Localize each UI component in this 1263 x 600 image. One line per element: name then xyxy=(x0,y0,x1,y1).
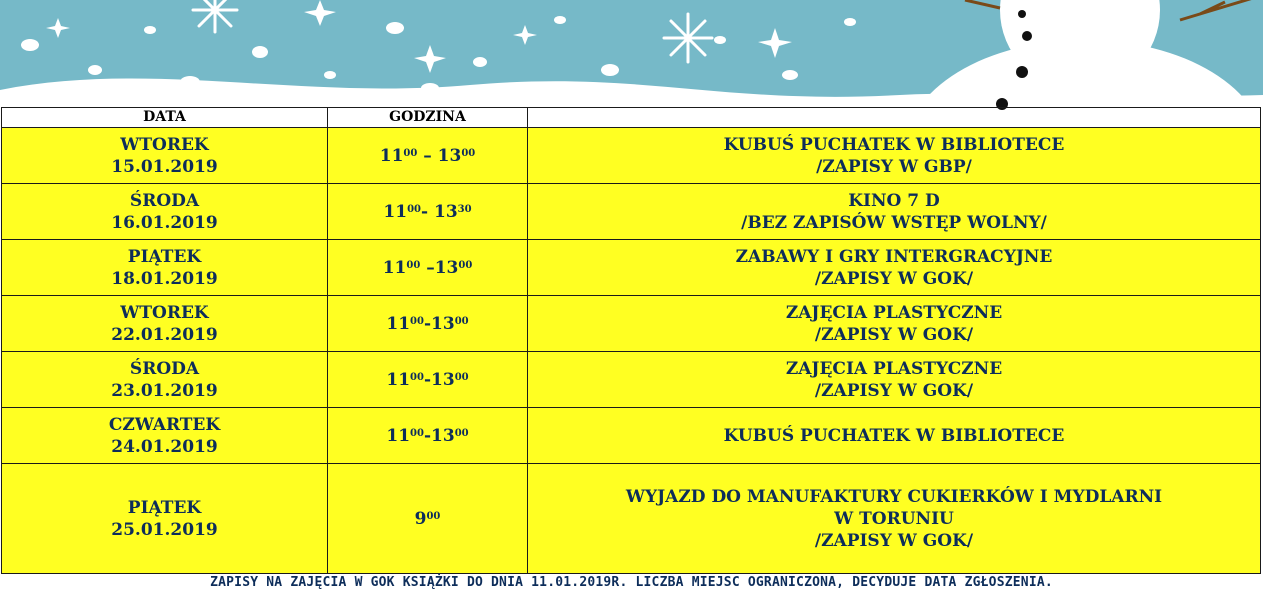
date: 25.01.2019 xyxy=(111,519,218,540)
event-column-header xyxy=(528,108,1261,128)
time-start-minutes: 00 xyxy=(410,427,424,439)
date-cell xyxy=(2,464,328,574)
event-line: /BEZ ZAPISÓW WSTĘP WOLNY/ xyxy=(741,212,1047,233)
date: 16.01.2019 xyxy=(111,212,218,233)
time-end-minutes: 00 xyxy=(454,427,469,439)
time-start: 11 xyxy=(382,257,407,278)
weekday: ŚRODA xyxy=(129,358,200,379)
time-separator: - xyxy=(423,313,432,334)
time-end: 13 xyxy=(431,313,455,334)
table-row xyxy=(2,184,1261,240)
time-end-minutes: 00 xyxy=(454,315,469,327)
time-end-minutes: 30 xyxy=(457,203,472,215)
time-start-minutes: 00 xyxy=(403,147,418,159)
event-cell xyxy=(528,240,1261,296)
event-line: KUBUŚ PUCHATEK W BIBLIOTECE xyxy=(723,134,1065,155)
table-header-row xyxy=(2,108,1261,128)
date-cell xyxy=(2,408,328,464)
event-line: /ZAPISY W GOK/ xyxy=(814,268,974,289)
table-row xyxy=(2,240,1261,296)
time-end: 13 xyxy=(431,369,455,390)
event-line: /ZAPISY W GOK/ xyxy=(814,530,974,551)
date: 15.01.2019 xyxy=(111,156,218,177)
date: 24.01.2019 xyxy=(111,436,218,457)
time-column-header: GODZINA xyxy=(328,108,528,128)
time-cell xyxy=(328,240,528,296)
date: 23.01.2019 xyxy=(111,380,218,401)
date-column-header: DATA xyxy=(2,108,328,128)
event-cell xyxy=(528,464,1261,574)
table-row xyxy=(2,128,1261,184)
table-row xyxy=(2,408,1261,464)
date: 22.01.2019 xyxy=(111,324,218,345)
event-cell xyxy=(528,128,1261,184)
date-cell xyxy=(2,128,328,184)
time-cell xyxy=(328,296,528,352)
time-end-minutes: 00 xyxy=(454,371,469,383)
time-cell xyxy=(328,352,528,408)
time-start: 11 xyxy=(386,425,411,446)
event-line: ZAJĘCIA PLASTYCZNE xyxy=(785,302,1003,323)
time-cell xyxy=(328,184,528,240)
time-separator: - xyxy=(423,369,432,390)
date-cell xyxy=(2,352,328,408)
event-line: KUBUŚ PUCHATEK W BIBLIOTECE xyxy=(723,425,1065,446)
time-separator: - xyxy=(421,201,434,222)
weekday: WTOREK xyxy=(120,302,209,323)
event-line: ZAJĘCIA PLASTYCZNE xyxy=(785,358,1003,379)
time-cell xyxy=(328,464,528,574)
time-start: 11 xyxy=(386,369,411,390)
weekday: PIĄTEK xyxy=(127,246,202,267)
time-end-minutes: 00 xyxy=(458,259,473,271)
time-cell xyxy=(328,408,528,464)
event-cell xyxy=(528,296,1261,352)
time-start: 11 xyxy=(379,145,404,166)
event-cell xyxy=(528,352,1261,408)
table-row xyxy=(2,464,1261,574)
event-cell xyxy=(528,184,1261,240)
time-end: 13 xyxy=(431,425,455,446)
weekday: ŚRODA xyxy=(129,190,200,211)
date-cell xyxy=(2,240,328,296)
time-start-minutes: 00 xyxy=(406,259,421,271)
event-line: ZABAWY I GRY INTERGRACYJNE xyxy=(735,246,1053,267)
time-start-minutes: 00 xyxy=(426,510,441,522)
time-cell xyxy=(328,128,528,184)
time-end: 13 xyxy=(437,145,462,166)
event-line: /ZAPISY W GOK/ xyxy=(814,324,974,345)
table-row xyxy=(2,352,1261,408)
date: 18.01.2019 xyxy=(111,268,218,289)
time-start-minutes: 00 xyxy=(407,203,421,215)
event-cell xyxy=(528,408,1261,464)
event-line: /ZAPISY W GBP/ xyxy=(816,156,972,177)
date-cell xyxy=(2,184,328,240)
weekday: PIĄTEK xyxy=(127,497,202,518)
time-separator: – xyxy=(420,257,435,278)
time-start: 9 xyxy=(414,508,427,529)
time-end: 13 xyxy=(433,201,458,222)
time-end-minutes: 00 xyxy=(461,147,476,159)
time-start: 11 xyxy=(386,313,411,334)
event-line: /ZAPISY W GOK/ xyxy=(814,380,974,401)
schedule-table xyxy=(1,107,1261,574)
registration-note: ZAPISY NA ZAJĘCIA W GOK KSIĄŻKI DO DNIA 11.01.2019R. LICZBA MIEJSC OGRANICZONA, DECYDUJE DATA ZGŁOSZENIA. xyxy=(210,575,1053,590)
time-separator: - xyxy=(423,425,432,446)
time-start: 11 xyxy=(383,201,408,222)
time-end: 13 xyxy=(434,257,459,278)
date-cell xyxy=(2,296,328,352)
event-line: WYJAZD DO MANUFAKTURY CUKIERKÓW I MYDLARNI xyxy=(625,486,1163,507)
weekday: CZWARTEK xyxy=(108,414,221,435)
table-row xyxy=(2,296,1261,352)
time-start-minutes: 00 xyxy=(410,371,424,383)
time-start-minutes: 00 xyxy=(410,315,424,327)
time-separator: – xyxy=(417,145,438,166)
event-line: KINO 7 D xyxy=(848,190,940,211)
event-line: W TORUNIU xyxy=(834,508,954,529)
weekday: WTOREK xyxy=(120,134,209,155)
